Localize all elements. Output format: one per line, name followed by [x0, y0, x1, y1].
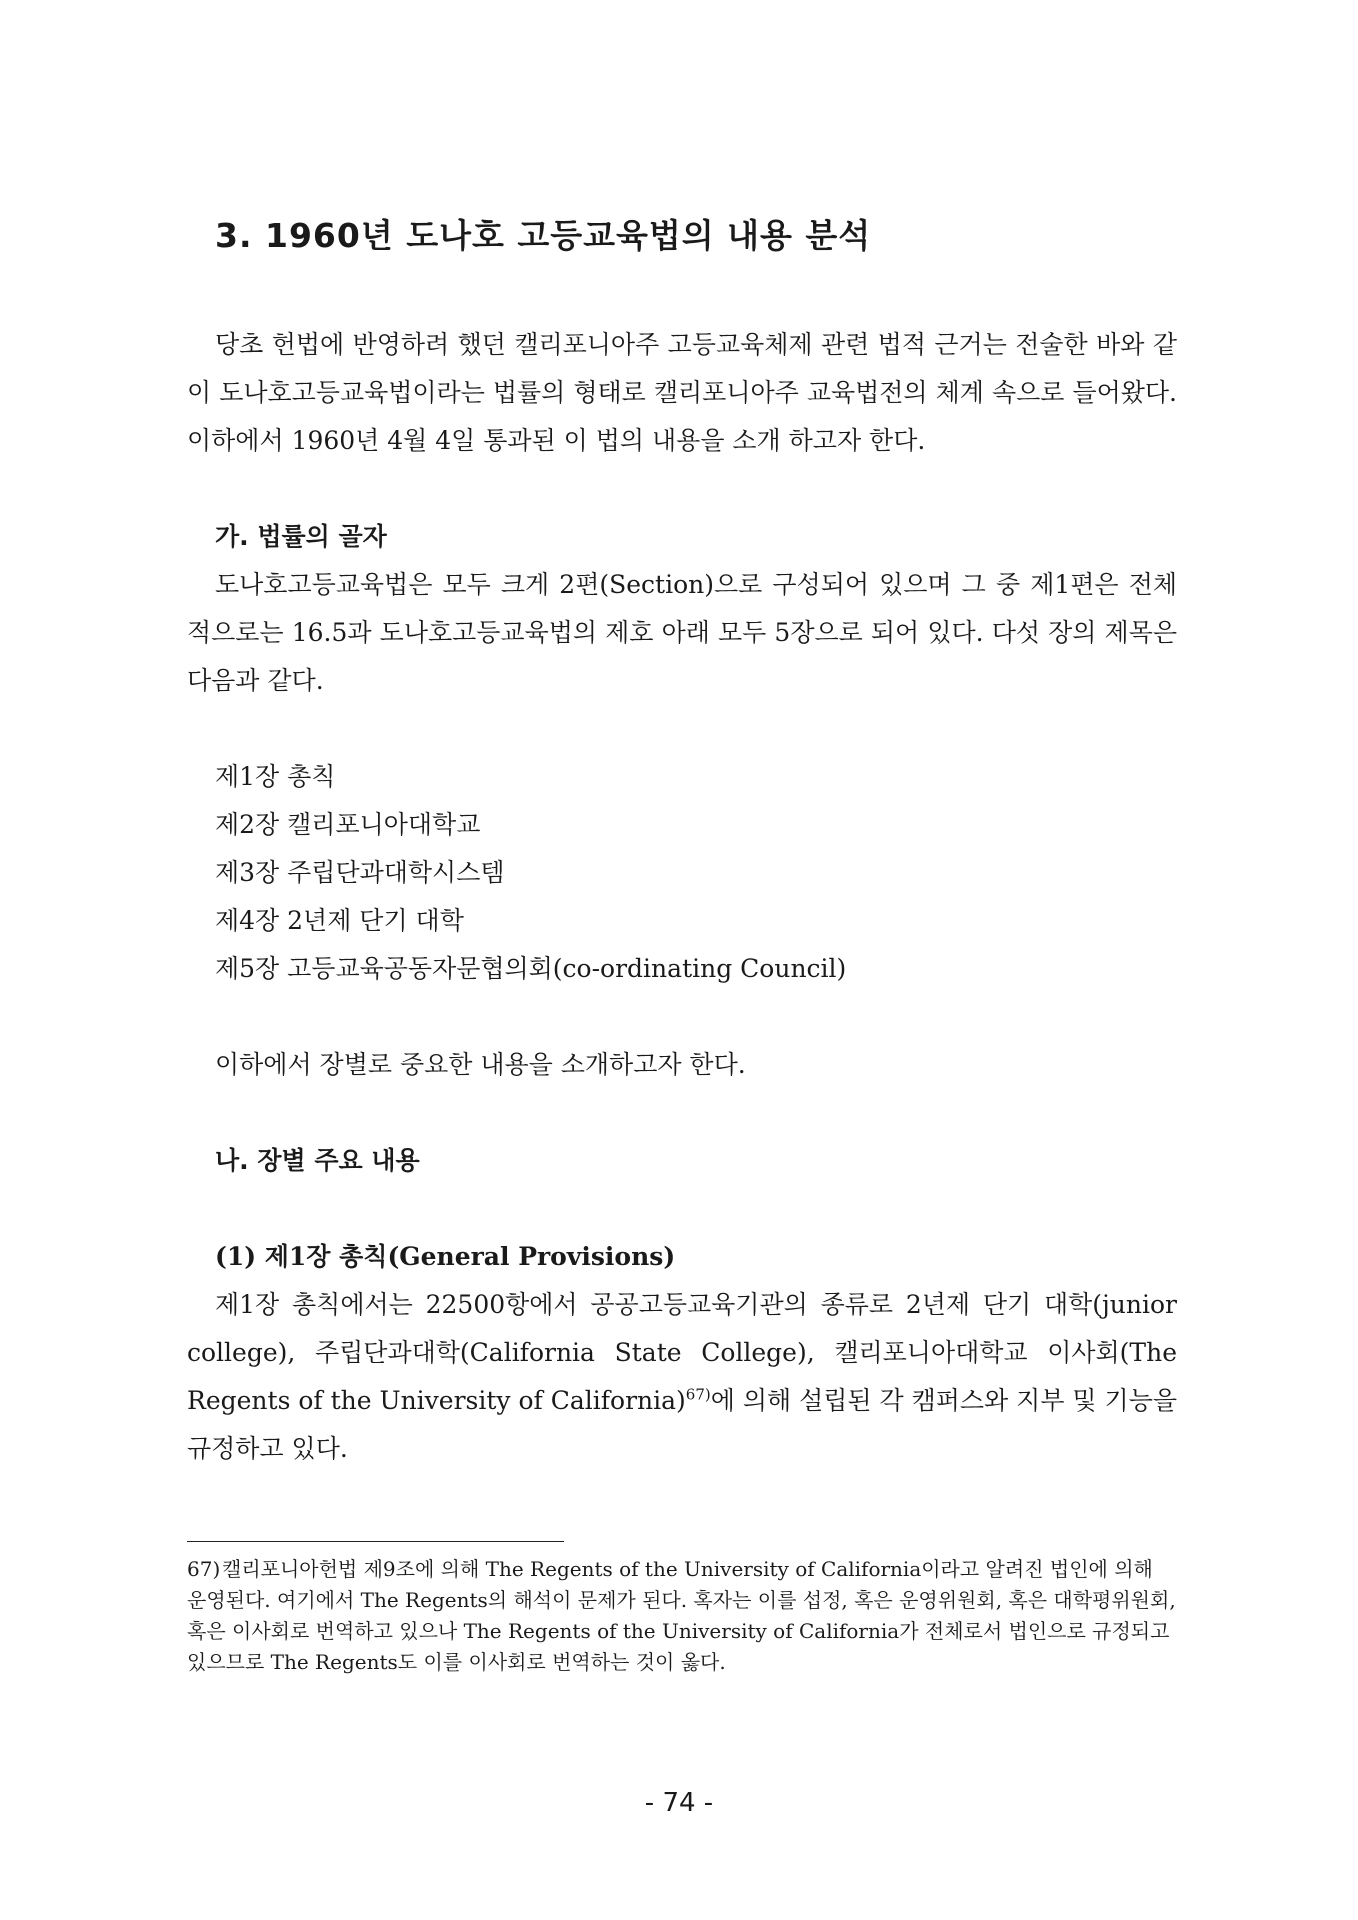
chapter-item: 제5장 고등교육공동자문협의회(co-ordinating Council) [215, 954, 847, 983]
chapter-item: 제1장 총칙 [215, 762, 336, 791]
intro-paragraph: 당초 헌법에 반영하려 했던 캘리포니아주 고등교육체제 관련 법적 근거는 전술한 바와 같이 도나호고등교육법이라는 법률의 형태로 캘리포니아주 교육법전의 체계 속으로 들어왔다. 이하에서 1960년 4월 4일 통과된 이 법의 내용을 소개 하고자 한다. [187, 330, 1177, 455]
section-a-title: 가. 법률의 골자 [215, 522, 387, 551]
footnote-divider [187, 1541, 564, 1542]
footnote-reference[interactable]: 67) [685, 1385, 711, 1404]
footnote-text: 캘리포니아헌법 제9조에 의해 The Regents of the University of California이라고 알려진 법인에 의해 운영된다. 여기에서 The Regents의 해석이 문제가 된다. 혹자는 이를 섭정, 혹은 운영위원회, 혹은 대학평위원회, 혹은 이사회로 번역하고 있으나 The Regents of the University of California가 전체로서 법인으로 규정되고 있으므로 The Regents도 이를 이사회로 번역하는 것이 옳다. [187, 1557, 1176, 1674]
section-heading: 3. 1960년 도나호 고등교육법의 내용 분석 [215, 216, 872, 255]
footnote [187, 1554, 1177, 1678]
chapter-item: 제3장 주립단과대학시스템 [215, 858, 505, 887]
transition-sentence: 이하에서 장별로 중요한 내용을 소개하고자 한다. [215, 1050, 746, 1079]
page-number: - 74 - [644, 1788, 714, 1818]
subsection-1-text-after: 에 의해 설립된 각 캠퍼스와 지부 및 기능을 규정하고 있다. [187, 1386, 1177, 1463]
chapter-item: 제4장 2년제 단기 대학 [215, 906, 464, 935]
subsection-1-text-before: 제1장 총칙에서는 22500항에서 공공고등교육기관의 종류로 2년제 단기 대학(junior college), 주립단과대학(California State College), 캘리포니아대학교 이사회(The Regents of the University of California) [187, 1290, 1177, 1415]
main-content [187, 210, 1177, 1473]
section-b-title: 나. 장별 주요 내용 [215, 1146, 420, 1175]
footnote-number: 67) [187, 1557, 221, 1581]
chapter-list [215, 753, 1177, 993]
subsection-1-paragraph [187, 1281, 1177, 1473]
section-a-paragraph: 도나호고등교육법은 모두 크게 2편(Section)으로 구성되어 있으며 그 중 제1편은 전체적으로는 16.5과 도나호고등교육법의 제호 아래 모두 5장으로 되어 있다. 다섯 장의 제목은 다음과 같다. [187, 570, 1177, 695]
chapter-item: 제2장 캘리포니아대학교 [215, 810, 481, 839]
subsection-1-title: (1) 제1장 총칙(General Provisions) [215, 1242, 676, 1271]
